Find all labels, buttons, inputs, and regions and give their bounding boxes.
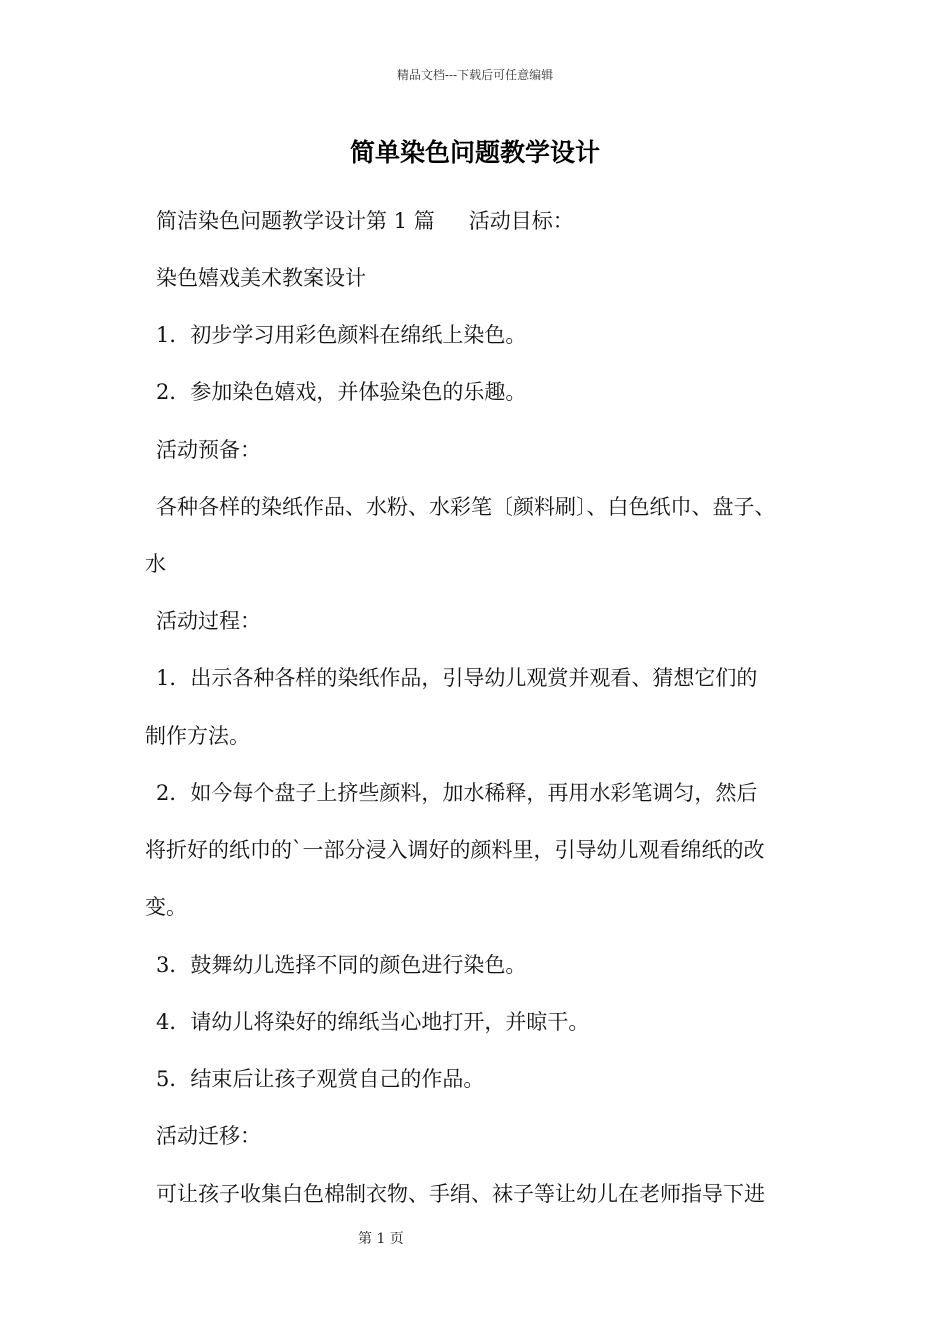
paragraph-line: 可让孩子收集白色棉制衣物、手绢、袜子等让幼儿在老师指导下进 — [156, 1182, 765, 1206]
paragraph-line: 制作方法。 — [145, 724, 250, 748]
paragraph-line: 活动迁移： — [156, 1124, 261, 1148]
section-heading: 简洁染色问题教学设计第 1 篇 — [156, 209, 435, 233]
paragraph-line: 4．请幼儿将染好的绵纸当心地打开，并晾干。 — [156, 1010, 590, 1034]
paragraph-line: 活动过程： — [156, 609, 261, 633]
paragraph-line: 将折好的纸巾的`一部分浸入调好的颜料里，引导幼儿观看绵纸的改 — [145, 838, 765, 862]
page-header: 精品文档---下载后可任意编辑 — [396, 68, 554, 82]
paragraph-line: 水 — [145, 552, 166, 576]
document-title: 简单染色问题教学设计 — [349, 138, 600, 167]
paragraph-line: 染色嬉戏美术教案设计 — [156, 266, 366, 290]
section-label: 活动目标： — [468, 209, 574, 233]
page-number: 第 1 页 — [358, 1231, 404, 1247]
paragraph-line — [156, 207, 574, 235]
paragraph-line: 各种各样的染纸作品、水粉、水彩笔〔颜料刷〕、白色纸巾、盘子、 — [156, 495, 776, 519]
paragraph-line: 5．结束后让孩子观赏自己的作品。 — [156, 1067, 485, 1091]
paragraph-line: 活动预备： — [156, 438, 261, 462]
paragraph-line: 1．初步学习用彩色颜料在绵纸上染色。 — [156, 323, 527, 347]
paragraph-line: 变。 — [145, 895, 187, 919]
paragraph-line: 3．鼓舞幼儿选择不同的颜色进行染色。 — [156, 953, 527, 977]
paragraph-line: 2．参加染色嬉戏，并体验染色的乐趣。 — [156, 380, 527, 404]
paragraph-line: 1．出示各种各样的染纸作品，引导幼儿观赏并观看、猜想它们的 — [156, 666, 758, 690]
paragraph-line: 2．如今每个盘子上挤些颜料，加水稀释，再用水彩笔调匀，然后 — [156, 781, 758, 805]
